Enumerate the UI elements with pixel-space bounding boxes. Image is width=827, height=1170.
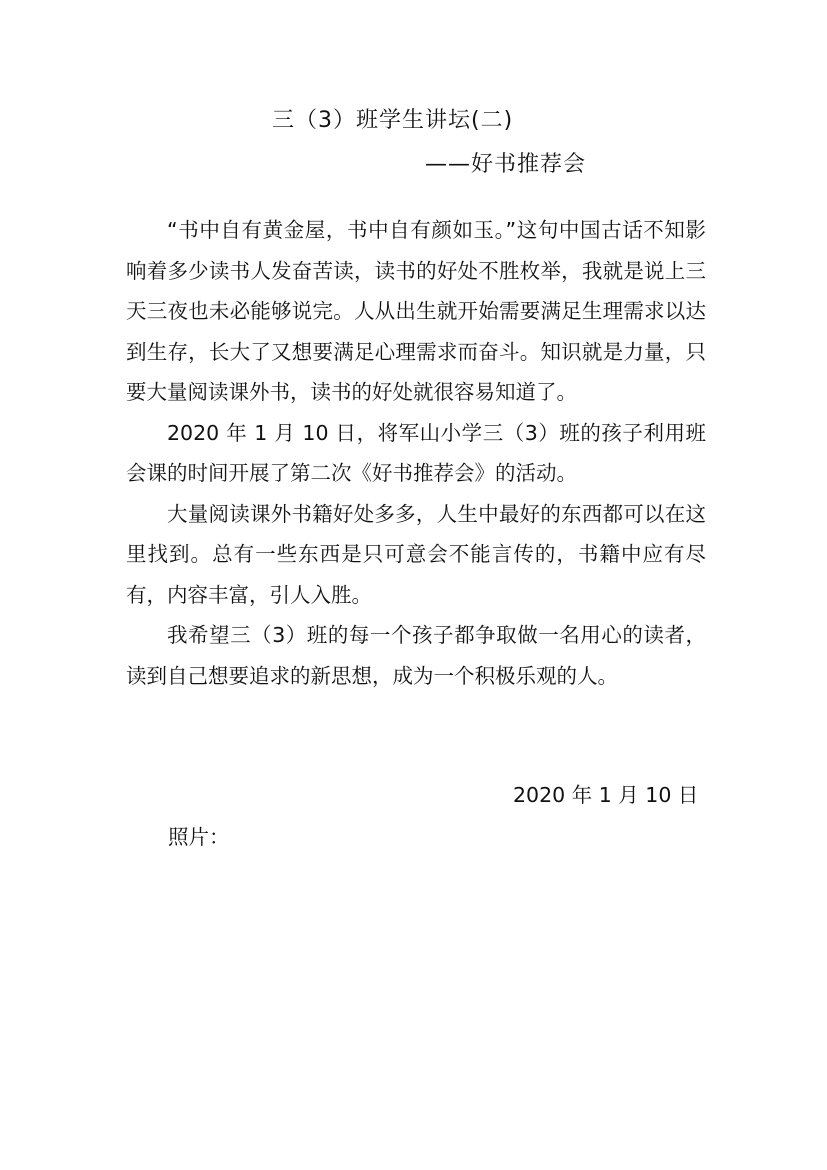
- document-title: 三（3）班学生讲坛(二): [272, 108, 514, 133]
- photo-label: 照片：: [168, 825, 230, 849]
- document-body: [126, 210, 706, 696]
- paragraph-benefits: 大量阅读课外书籍好处多多，人生中最好的东西都可以在这里找到。总有一些东西是只可意会不能言传的，书籍中应有尽有，内容丰富，引人入胜。: [126, 501, 706, 607]
- signature-date: 2020 年 1 月 10 日: [513, 783, 699, 807]
- paragraph-intro: “书中自有黄金屋，书中自有颜如玉。”这句中国古话不知影响着多少读书人发奋苦读，读书的好处不胜枚举，我就是说上三天三夜也未必能够说完。人从出生就开始需要满足生理需求以达到生存，长大了又想要满足心理需求而奋斗。知识就是力量，只要大量阅读课外书，读书的好处就很容易知道了。: [126, 218, 706, 404]
- paragraph-event: 2020 年 1 月 10 日，将军山小学三（3）班的孩子利用班会课的时间开展了第二次《好书推荐会》的活动。: [126, 420, 706, 485]
- paragraph-hope: 我希望三（3）班的每一个孩子都争取做一名用心的读者，读到自己想要追求的新思想，成为一个积极乐观的人。: [126, 623, 706, 688]
- document-subtitle: ——好书推荐会: [425, 152, 587, 177]
